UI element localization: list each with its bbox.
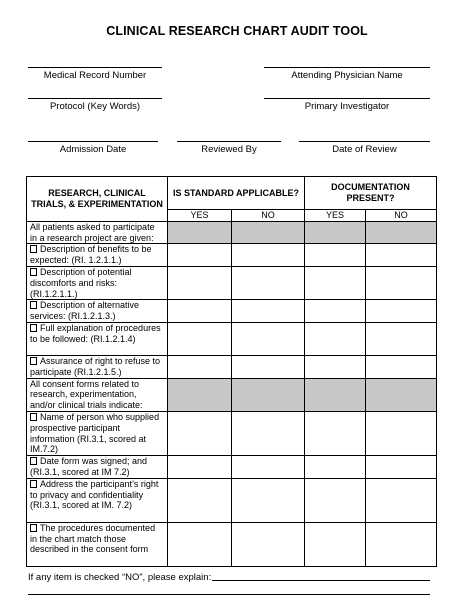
criterion-cell <box>27 300 168 323</box>
table-row <box>27 300 437 323</box>
checkbox-icon[interactable] <box>30 457 37 465</box>
answer-cell-standard-no[interactable] <box>232 266 305 299</box>
criterion-cell <box>27 244 168 267</box>
criterion-cell <box>27 322 168 355</box>
answer-cell-documentation-yes[interactable] <box>305 522 366 566</box>
checkbox-icon[interactable] <box>30 357 37 365</box>
checkbox-icon[interactable] <box>30 301 37 309</box>
header-standard-no: NO <box>232 210 305 222</box>
criterion-cell <box>27 522 168 566</box>
answer-cell-documentation-no[interactable] <box>366 322 437 355</box>
header-standard-yes: YES <box>168 210 232 222</box>
answer-cell-standard-yes[interactable] <box>168 244 232 267</box>
row-text: Full explanation of procedures to be followed: (RI.1.2.1.4) <box>30 322 161 344</box>
answer-cell-documentation-yes[interactable] <box>305 355 366 378</box>
row-text: Assurance of right to refuse to participate (RI.1.2.1.5.) <box>30 355 161 377</box>
shaded-cell-documentation-yes <box>305 221 366 244</box>
reviewed-by-field[interactable] <box>177 141 281 155</box>
admission-date-label: Admission Date <box>59 144 127 155</box>
table-row <box>27 522 437 566</box>
checkbox-icon[interactable] <box>30 413 37 421</box>
footer-explain-label: If any item is checked “NO”, please explain: <box>28 572 212 583</box>
answer-cell-standard-yes[interactable] <box>168 355 232 378</box>
protocol-field[interactable] <box>28 98 162 112</box>
protocol-label: Protocol (Key Words) <box>49 101 141 112</box>
header-documentation-no: NO <box>366 210 437 222</box>
answer-cell-standard-yes[interactable] <box>168 322 232 355</box>
criterion-cell <box>27 478 168 522</box>
primary-investigator-field[interactable] <box>264 98 430 112</box>
row-text: Description of benefits to be expected: (RI. 1.2.1.1.) <box>30 244 152 266</box>
table-row <box>27 244 437 267</box>
answer-cell-documentation-no[interactable] <box>366 478 437 522</box>
checkbox-icon[interactable] <box>30 324 37 332</box>
answer-cell-standard-no[interactable] <box>232 300 305 323</box>
section-label <box>27 378 168 411</box>
admission-date-field[interactable] <box>28 141 158 155</box>
shaded-cell-standard-yes <box>168 378 232 411</box>
section-row <box>27 378 437 411</box>
date-of-review-field[interactable] <box>299 141 430 155</box>
answer-cell-standard-no[interactable] <box>232 522 305 566</box>
row-text: Address the participant’s right to privacy and confidentiality (RI.3.1, scored at IM. 7.2) <box>30 478 159 511</box>
checkbox-icon[interactable] <box>30 245 37 253</box>
answer-cell-standard-yes[interactable] <box>168 522 232 566</box>
audit-table <box>26 176 437 567</box>
row-text: Description of alternative services: (RI.1.2.1.3.) <box>30 300 140 322</box>
audit-rows <box>27 221 437 566</box>
answer-cell-documentation-yes[interactable] <box>305 266 366 299</box>
primary-investigator-label: Primary Investigator <box>304 101 390 112</box>
shaded-cell-documentation-yes <box>305 378 366 411</box>
answer-cell-standard-no[interactable] <box>232 355 305 378</box>
attending-physician-field[interactable] <box>264 67 430 81</box>
header-standard-applicable: IS STANDARD APPLICABLE? <box>168 177 305 210</box>
date-of-review-label: Date of Review <box>332 144 397 155</box>
answer-cell-documentation-yes[interactable] <box>305 322 366 355</box>
row-text: Name of person who supplied prospective participant information (RI.3.1, scored at IM.7.2) <box>30 411 160 455</box>
criterion-cell <box>27 411 168 455</box>
row-text: Description of potential discomforts and risks: (RI.1.2.1.1.) <box>30 266 132 299</box>
medical-record-number-label: Medical Record Number <box>43 70 147 81</box>
header-documentation-yes: YES <box>305 210 366 222</box>
answer-cell-documentation-yes[interactable] <box>305 300 366 323</box>
answer-cell-standard-yes[interactable] <box>168 478 232 522</box>
table-row <box>27 266 437 299</box>
checkbox-icon[interactable] <box>30 524 37 532</box>
answer-cell-documentation-yes[interactable] <box>305 456 366 479</box>
criterion-cell <box>27 456 168 479</box>
answer-cell-standard-no[interactable] <box>232 244 305 267</box>
reviewed-by-label: Reviewed By <box>201 144 257 155</box>
checkbox-icon[interactable] <box>30 268 37 276</box>
answer-cell-documentation-no[interactable] <box>366 244 437 267</box>
criterion-cell <box>27 266 168 299</box>
answer-cell-documentation-no[interactable] <box>366 355 437 378</box>
section-row <box>27 221 437 244</box>
checkbox-icon[interactable] <box>30 480 37 488</box>
shaded-cell-standard-no <box>232 378 305 411</box>
footer-explain-line-2[interactable] <box>28 594 430 595</box>
answer-cell-standard-yes[interactable] <box>168 300 232 323</box>
answer-cell-standard-no[interactable] <box>232 322 305 355</box>
shaded-cell-standard-no <box>232 221 305 244</box>
header-research: RESEARCH, CLINICAL TRIALS, & EXPERIMENTATION <box>27 177 168 222</box>
answer-cell-documentation-no[interactable] <box>366 411 437 455</box>
table-row <box>27 456 437 479</box>
page-title: CLINICAL RESEARCH CHART AUDIT TOOL <box>106 24 368 38</box>
criterion-cell <box>27 355 168 378</box>
answer-cell-standard-yes[interactable] <box>168 456 232 479</box>
section-label <box>27 221 168 244</box>
table-row <box>27 322 437 355</box>
row-text: The procedures documented in the chart match those described in the consent form <box>30 522 156 555</box>
answer-cell-documentation-no[interactable] <box>366 266 437 299</box>
row-text: All patients asked to participate in a research project are given: <box>30 221 155 243</box>
answer-cell-standard-no[interactable] <box>232 478 305 522</box>
answer-cell-documentation-yes[interactable] <box>305 478 366 522</box>
answer-cell-standard-yes[interactable] <box>168 411 232 455</box>
table-row <box>27 411 437 455</box>
answer-cell-documentation-no[interactable] <box>366 456 437 479</box>
footer-explain-line[interactable] <box>212 580 430 581</box>
attending-physician-label: Attending Physician Name <box>291 70 403 81</box>
shaded-cell-documentation-no <box>366 378 437 411</box>
answer-cell-standard-no[interactable] <box>232 411 305 455</box>
answer-cell-documentation-yes[interactable] <box>305 411 366 455</box>
answer-cell-documentation-no[interactable] <box>366 300 437 323</box>
answer-cell-documentation-yes[interactable] <box>305 244 366 267</box>
answer-cell-standard-no[interactable] <box>232 456 305 479</box>
answer-cell-documentation-no[interactable] <box>366 522 437 566</box>
row-text: Date form was signed; and (RI.3.1, scored at IM 7.2) <box>30 456 148 477</box>
shaded-cell-standard-yes <box>168 221 232 244</box>
answer-cell-standard-yes[interactable] <box>168 266 232 299</box>
table-row <box>27 355 437 378</box>
table-row <box>27 478 437 522</box>
shaded-cell-documentation-no <box>366 221 437 244</box>
medical-record-number-field[interactable] <box>28 67 162 81</box>
header-documentation-present: DOCUMENTATION PRESENT? <box>305 177 437 210</box>
row-text: All consent forms related to research, experimentation, and/or clinical trials indicate: <box>30 378 143 411</box>
